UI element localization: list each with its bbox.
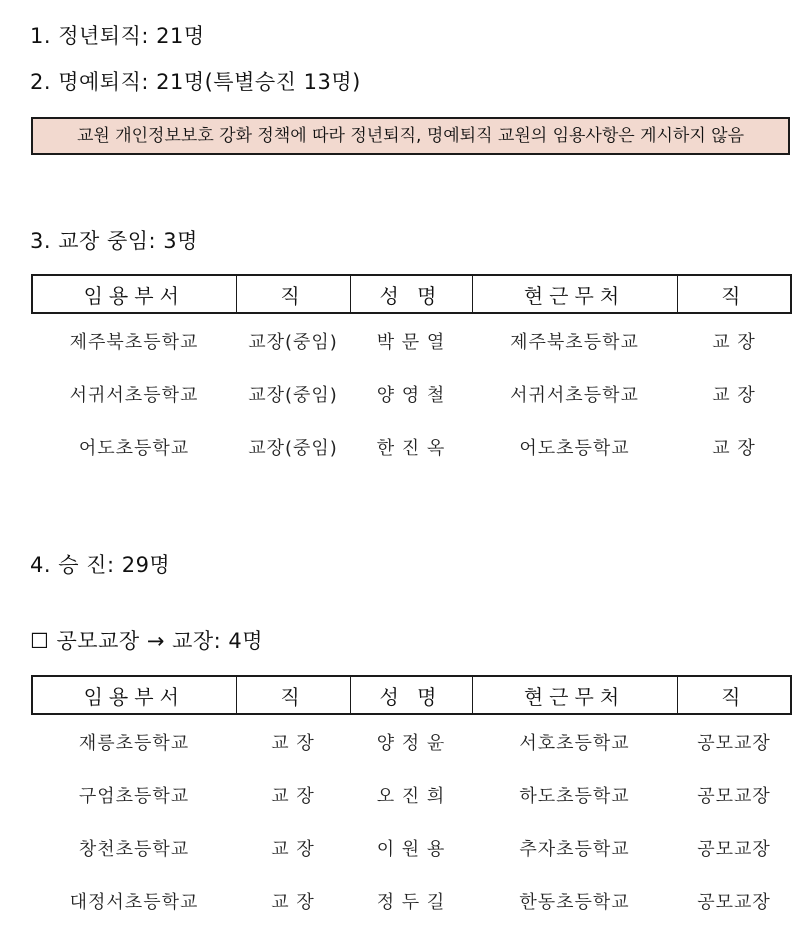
table-row <box>32 821 791 874</box>
cell-position: 교장(중임) <box>248 331 338 353</box>
cell-current-position: 공모교장 <box>697 732 771 754</box>
reappoint-table <box>31 274 792 473</box>
cell-name: 한 진 옥 <box>376 437 446 459</box>
table-row <box>32 874 791 927</box>
cell-position: 교 장 <box>271 785 315 807</box>
cell-appoint-dept: 제주북초등학교 <box>69 331 199 353</box>
cell-appoint-dept: 어도초등학교 <box>78 437 190 459</box>
cell-appoint-dept: 서귀서초등학교 <box>69 384 199 406</box>
cell-current-position: 공모교장 <box>697 838 771 860</box>
open-recruit-table <box>31 675 792 927</box>
header-name: 성 명 <box>350 676 472 714</box>
cell-name: 정 두 길 <box>376 891 446 913</box>
cell-appoint-dept: 대정서초등학교 <box>69 891 199 913</box>
cell-appoint-dept: 창천초등학교 <box>78 838 190 860</box>
heading-retire-honor: 2. 명예퇴직: 21명(특별승진 13명) <box>30 70 361 94</box>
cell-current-position: 교 장 <box>712 331 756 353</box>
header-current-position: 직 <box>677 275 791 313</box>
table-row <box>32 313 791 367</box>
header-current-position: 직 <box>677 676 791 714</box>
privacy-notice: 교원 개인정보보호 강화 정책에 따라 정년퇴직, 명예퇴직 교원의 임용사항은 게시하지 않음 <box>31 117 790 155</box>
heading-principal-reappoint: 3. 교장 중임: 3명 <box>30 229 198 253</box>
cell-current-workplace: 한동초등학교 <box>519 891 630 913</box>
cell-current-position: 공모교장 <box>697 785 771 807</box>
table-row <box>32 367 791 420</box>
header-appoint-dept: 임용부서 <box>32 676 236 714</box>
cell-current-workplace: 어도초등학교 <box>519 437 630 459</box>
header-appoint-dept: 임용부서 <box>32 275 236 313</box>
table-header-row <box>32 676 791 714</box>
header-current-workplace: 현근무처 <box>472 676 677 714</box>
cell-name: 양 정 윤 <box>376 732 446 754</box>
cell-current-workplace: 하도초등학교 <box>519 785 630 807</box>
cell-name: 양 영 철 <box>376 384 446 406</box>
header-position: 직 <box>236 275 350 313</box>
cell-name: 이 원 용 <box>376 838 446 860</box>
table-row <box>32 768 791 821</box>
heading-promotion: 4. 승 진: 29명 <box>30 553 171 577</box>
cell-position: 교 장 <box>271 732 315 754</box>
cell-appoint-dept: 구엄초등학교 <box>78 785 190 807</box>
cell-current-workplace: 제주북초등학교 <box>510 331 639 353</box>
cell-name: 오 진 희 <box>376 785 446 807</box>
heading-open-recruit: ☐ 공모교장 → 교장: 4명 <box>30 629 264 653</box>
cell-name: 박 문 열 <box>376 331 446 353</box>
cell-position: 교 장 <box>271 891 315 913</box>
heading-retire-age: 1. 정년퇴직: 21명 <box>30 24 205 48</box>
cell-current-position: 공모교장 <box>697 891 771 913</box>
table-row <box>32 714 791 768</box>
cell-current-position: 교 장 <box>712 384 756 406</box>
table-row <box>32 420 791 473</box>
cell-current-workplace: 서귀서초등학교 <box>510 384 639 406</box>
cell-current-workplace: 서호초등학교 <box>519 732 630 754</box>
cell-position: 교장(중임) <box>248 384 338 406</box>
cell-position: 교장(중임) <box>248 437 338 459</box>
cell-current-workplace: 추자초등학교 <box>519 838 630 860</box>
cell-current-position: 교 장 <box>712 437 756 459</box>
cell-appoint-dept: 재릉초등학교 <box>78 732 190 754</box>
header-position: 직 <box>236 676 350 714</box>
header-name: 성 명 <box>350 275 472 313</box>
header-current-workplace: 현근무처 <box>472 275 677 313</box>
table-header-row <box>32 275 791 313</box>
cell-position: 교 장 <box>271 838 315 860</box>
